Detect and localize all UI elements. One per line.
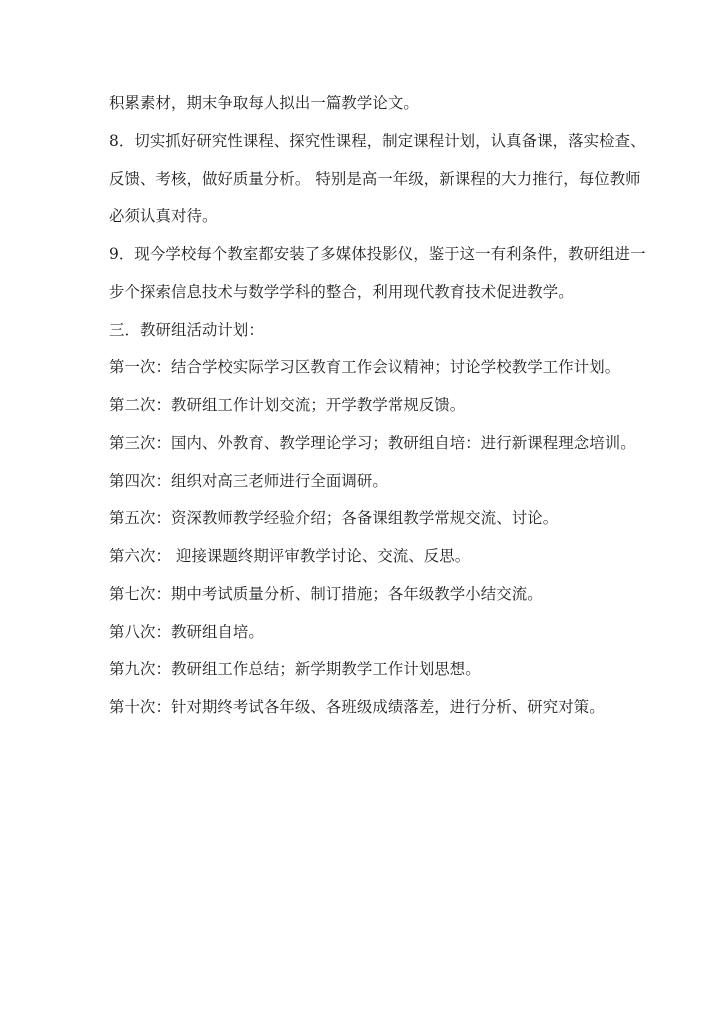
activity-3: 第三次：国内、外教育、教学理论学习；教研组自培：进行新课程理念培训。 <box>109 433 636 452</box>
section-heading-activity-plan: 三．教研组活动计划： <box>109 320 264 339</box>
activity-4: 第四次：组织对高三老师进行全面调研。 <box>109 471 388 490</box>
activity-8: 第八次：教研组自培。 <box>109 622 264 641</box>
item-8-line-1: 8．切实抓好研究性课程、探究性课程，制定课程计划，认真备课，落实检查、 <box>109 131 646 150</box>
activity-5: 第五次：资深教师教学经验介绍；各备课组教学常规交流、讨论。 <box>109 509 559 528</box>
item-8-line-3: 必须认真对待。 <box>109 207 218 226</box>
activity-2: 第二次：教研组工作计划交流；开学教学常规反馈。 <box>109 396 466 414</box>
item-8-line-2: 反馈、考核，做好质量分析。 特别是高一年级，新课程的大力推行，每位教师 <box>109 169 641 188</box>
document-body <box>109 85 646 727</box>
activity-6: 第六次： 迎接课题终期评审教学讨论、交流、反思。 <box>109 547 471 565</box>
activity-7: 第七次：期中考试质量分析、制订措施；各年级教学小结交流。 <box>109 584 543 603</box>
activity-1: 第一次：结合学校实际学习区教育工作会议精神；讨论学校教学工作计划。 <box>109 358 621 377</box>
item-9-line-1: 9．现今学校每个教室都安装了多媒体投影仪，鉴于这一有利条件，教研组进一 <box>109 245 646 263</box>
activity-10: 第十次：针对期终考试各年级、各班级成绩落差，进行分析、研究对策。 <box>109 698 605 716</box>
paragraph-continuation-line: 积累素材，期末争取每人拟出一篇教学论文。 <box>109 94 419 112</box>
activity-9: 第九次：教研组工作总结；新学期教学工作计划思想。 <box>109 660 481 679</box>
item-9-line-2: 步个探索信息技术与数学学科的整合，利用现代教育技术促进教学。 <box>109 282 574 301</box>
